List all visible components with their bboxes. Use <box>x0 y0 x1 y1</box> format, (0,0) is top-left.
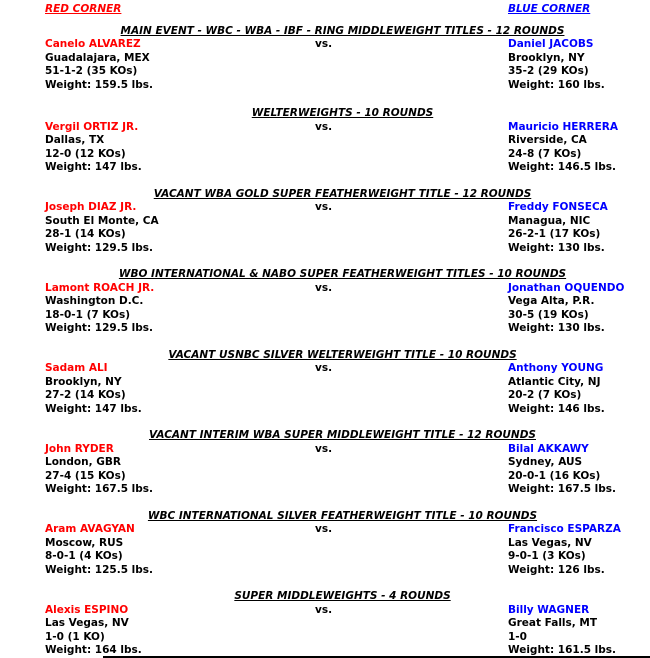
vs-label: vs. <box>315 38 333 50</box>
blue-fighter-weight: Weight: 130 lbs. <box>508 241 605 254</box>
red-fighter-hometown: Brooklyn, NY <box>45 375 122 388</box>
red-corner-heading: RED CORNER <box>45 3 122 15</box>
red-fighter-weight: Weight: 159.5 lbs. <box>45 78 154 91</box>
blue-fighter-weight: Weight: 167.5 lbs. <box>508 483 617 495</box>
blue-fighter-weight: Weight: 146.5 lbs. <box>508 161 617 173</box>
vs-label: vs. <box>315 362 333 374</box>
red-fighter-record: 8-0-1 (4 KOs) <box>45 550 123 562</box>
red-fighter-weight: Weight: 129.5 lbs. <box>45 241 154 254</box>
red-fighter-name: Vergil ORTIZ JR. <box>45 120 139 133</box>
bout-row <box>0 38 650 92</box>
blue-fighter-weight: Weight: 161.5 lbs. <box>508 644 617 656</box>
bout-row <box>0 523 650 577</box>
bout-row <box>0 443 650 497</box>
bout-title: MAIN EVENT - WBC - WBA - IBF - RING MIDDLEWEIGHT TITLES - 12 ROUNDS <box>120 24 565 37</box>
blue-fighter-name: Francisco ESPARZA <box>508 523 621 535</box>
red-fighter-block <box>45 523 298 577</box>
red-fighter-name: Sadam ALI <box>45 362 108 374</box>
bout-title: WBO INTERNATIONAL & NABO SUPER FEATHERWEIGHT TITLES - 10 ROUNDS <box>118 268 567 280</box>
red-fighter-block <box>45 121 298 175</box>
blue-fighter-hometown: Vega Alta, P.R. <box>508 295 595 307</box>
blue-fighter-name: Mauricio HERRERA <box>508 120 618 133</box>
red-fighter-hometown: South El Monte, CA <box>45 214 159 227</box>
red-fighter-hometown: Washington D.C. <box>45 295 144 307</box>
bout-row <box>0 362 650 416</box>
corner-header-row <box>0 0 650 17</box>
vs-label: vs. <box>315 442 333 455</box>
bout-title: VACANT USNBC SILVER WELTERWEIGHT TITLE - 10 ROUNDS <box>168 348 517 361</box>
blue-fighter-hometown: Atlantic City, NJ <box>508 375 601 388</box>
bout-row <box>0 604 650 658</box>
red-fighter-block <box>45 201 298 255</box>
vs-label: vs. <box>315 603 333 616</box>
bout-section <box>0 188 650 256</box>
bout-section <box>0 590 650 658</box>
red-fighter-block <box>45 282 298 336</box>
blue-fighter-name: Daniel JACOBS <box>508 38 594 50</box>
bout-list <box>0 17 650 658</box>
blue-fighter-hometown: Managua, NIC <box>508 214 591 227</box>
bout-section <box>0 510 650 578</box>
blue-fighter-block <box>508 443 650 497</box>
red-fighter-record: 51-1-2 (35 KOs) <box>45 65 138 77</box>
bout-section <box>0 349 650 417</box>
bout-section <box>0 268 650 336</box>
red-fighter-name: Canelo ALVAREZ <box>45 38 141 50</box>
blue-fighter-record: 20-0-1 (16 KOs) <box>508 469 601 482</box>
blue-fighter-block <box>508 201 650 255</box>
red-fighter-record: 18-0-1 (7 KOs) <box>45 308 130 321</box>
red-fighter-hometown: Guadalajara, MEX <box>45 51 150 64</box>
red-fighter-hometown: Dallas, TX <box>45 134 105 146</box>
bout-section <box>0 429 650 497</box>
blue-corner-heading: BLUE CORNER <box>508 3 591 15</box>
bout-row <box>0 121 650 175</box>
red-fighter-weight: Weight: 167.5 lbs. <box>45 483 154 495</box>
red-fighter-name: Lamont ROACH JR. <box>45 281 155 294</box>
red-fighter-name: Joseph DIAZ JR. <box>45 201 137 213</box>
blue-fighter-block <box>508 362 650 416</box>
blue-fighter-block <box>508 523 650 577</box>
red-fighter-name: Aram AVAGYAN <box>45 523 135 535</box>
blue-fighter-block <box>508 282 650 336</box>
blue-fighter-name: Anthony YOUNG <box>508 362 604 374</box>
red-fighter-record: 1-0 (1 KO) <box>45 630 105 643</box>
red-fighter-weight: Weight: 164 lbs. <box>45 644 142 656</box>
red-fighter-block <box>45 443 298 497</box>
bout-title: SUPER MIDDLEWEIGHTS - 4 ROUNDS <box>234 590 451 602</box>
blue-fighter-weight: Weight: 160 lbs. <box>508 78 605 91</box>
red-fighter-name: John RYDER <box>45 442 114 455</box>
red-fighter-hometown: Las Vegas, NV <box>45 617 129 629</box>
blue-fighter-hometown: Sydney, AUS <box>508 456 583 468</box>
vs-label: vs. <box>315 281 333 294</box>
vs-label: vs. <box>315 201 333 213</box>
red-fighter-block <box>45 604 298 658</box>
blue-fighter-name: Jonathan OQUENDO <box>508 281 625 294</box>
blue-fighter-block <box>508 604 650 658</box>
vs-label: vs. <box>315 120 333 133</box>
bout-section <box>0 107 650 175</box>
blue-fighter-name: Billy WAGNER <box>508 603 590 616</box>
red-fighter-block <box>45 362 298 416</box>
red-fighter-record: 27-2 (14 KOs) <box>45 389 126 401</box>
red-fighter-hometown: Moscow, RUS <box>45 536 124 549</box>
blue-fighter-hometown: Riverside, CA <box>508 134 587 146</box>
blue-fighter-record: 24-8 (7 KOs) <box>508 147 582 160</box>
blue-fighter-record: 20-2 (7 KOs) <box>508 389 582 401</box>
red-fighter-weight: Weight: 129.5 lbs. <box>45 322 154 334</box>
blue-fighter-hometown: Great Falls, MT <box>508 617 598 629</box>
red-fighter-weight: Weight: 147 lbs. <box>45 161 142 173</box>
red-fighter-hometown: London, GBR <box>45 456 121 468</box>
blue-fighter-block <box>508 38 650 92</box>
blue-fighter-name: Bilal AKKAWY <box>508 442 589 455</box>
red-fighter-weight: Weight: 147 lbs. <box>45 402 142 415</box>
bout-row <box>0 201 650 255</box>
blue-fighter-record: 26-2-1 (17 KOs) <box>508 228 601 240</box>
red-fighter-block <box>45 38 298 92</box>
bout-title: VACANT INTERIM WBA SUPER MIDDLEWEIGHT TITLE - 12 ROUNDS <box>148 429 536 441</box>
blue-fighter-name: Freddy FONSECA <box>508 201 608 213</box>
blue-fighter-hometown: Las Vegas, NV <box>508 536 592 549</box>
bout-row <box>0 282 650 336</box>
vs-label: vs. <box>315 523 333 535</box>
red-fighter-record: 28-1 (14 KOs) <box>45 228 126 240</box>
bout-title: WELTERWEIGHTS - 10 ROUNDS <box>251 107 434 119</box>
blue-fighter-record: 1-0 <box>508 630 527 643</box>
blue-fighter-record: 9-0-1 (3 KOs) <box>508 550 586 562</box>
blue-fighter-hometown: Brooklyn, NY <box>508 51 585 64</box>
blue-fighter-weight: Weight: 130 lbs. <box>508 322 605 334</box>
red-fighter-weight: Weight: 125.5 lbs. <box>45 563 154 576</box>
bout-title: VACANT WBA GOLD SUPER FEATHERWEIGHT TITLE - 12 ROUNDS <box>153 187 532 200</box>
red-fighter-record: 27-4 (15 KOs) <box>45 469 126 482</box>
bout-section <box>0 25 650 93</box>
blue-fighter-weight: Weight: 126 lbs. <box>508 563 605 576</box>
blue-fighter-record: 30-5 (19 KOs) <box>508 308 589 321</box>
red-fighter-name: Alexis ESPINO <box>45 603 129 616</box>
bout-title: WBC INTERNATIONAL SILVER FEATHERWEIGHT TITLE - 10 ROUNDS <box>147 509 538 522</box>
blue-fighter-block <box>508 121 650 175</box>
blue-fighter-weight: Weight: 146 lbs. <box>508 402 605 415</box>
blue-fighter-record: 35-2 (29 KOs) <box>508 65 589 77</box>
red-fighter-record: 12-0 (12 KOs) <box>45 147 126 160</box>
